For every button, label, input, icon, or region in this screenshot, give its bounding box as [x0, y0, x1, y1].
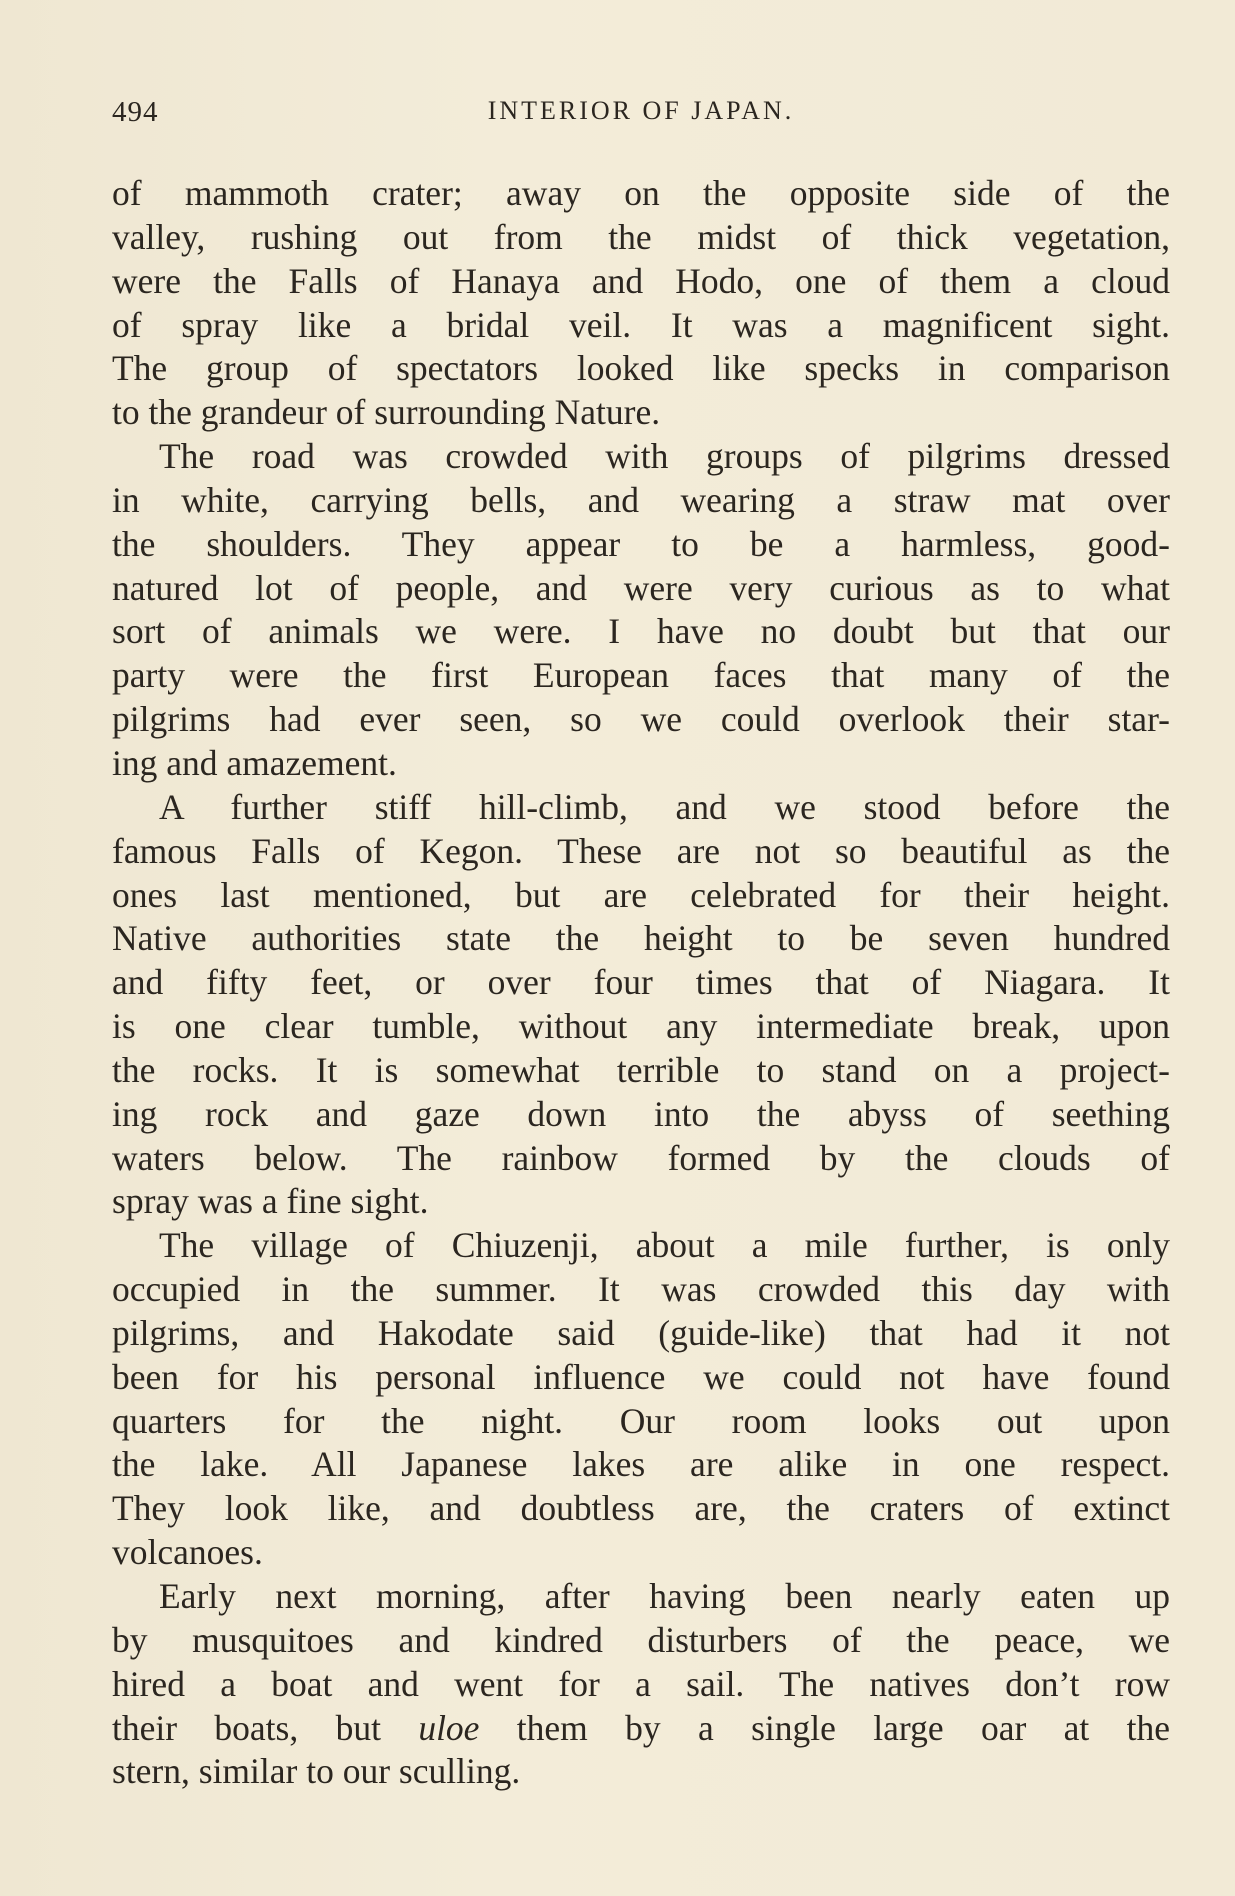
text-line: famous Falls of Kegon. These are not so beautiful as the	[112, 830, 1170, 871]
text-line: Native authorities state the height to be seven hundred	[112, 918, 1170, 959]
text-line: were the Falls of Hanaya and Hodo, one of them a cloud	[112, 260, 1170, 301]
text-line: volcanoes.	[112, 1532, 263, 1573]
text-line: the shoulders. They appear to be a harmless, good-	[112, 523, 1170, 564]
running-title: INTERIOR OF JAPAN.	[487, 96, 795, 125]
text-line: by musquitoes and kindred disturbers of the peace, we	[112, 1619, 1170, 1660]
text-line: They look like, and doubtless are, the craters of extinct	[112, 1488, 1170, 1529]
text-line: Early next morning, after having been nearly eaten up	[159, 1576, 1170, 1616]
text-line: spray was a fine sight.	[112, 1181, 429, 1222]
text-line: and fifty feet, or over four times that of Niagara. It	[112, 962, 1170, 1003]
text-line: pilgrims had ever seen, so we could overlook their star-	[112, 699, 1170, 740]
text-line: natured lot of people, and were very curious as to what	[112, 567, 1170, 608]
text-line: of mammoth crater; away on the opposite side of the	[112, 173, 1170, 213]
text-line: waters below. The rainbow formed by the clouds of	[112, 1137, 1170, 1178]
text-line: occupied in the summer. It was crowded this day with	[112, 1269, 1170, 1310]
italic-word: uloe	[418, 1707, 480, 1748]
text-line: quarters for the night. Our room looks out upon	[112, 1400, 1170, 1441]
text-line: been for his personal influence we could not have found	[112, 1356, 1170, 1397]
text-line: the lake. All Japanese lakes are alike in one respect.	[112, 1444, 1170, 1485]
text-line: ing rock and gaze down into the abyss of seething	[112, 1093, 1170, 1134]
text-line: is one clear tumble, without any intermediate break, upon	[112, 1006, 1170, 1047]
text-line: party were the first European faces that many of the	[112, 655, 1170, 696]
text-line: to the grandeur of surrounding Nature.	[112, 392, 661, 433]
text-line: valley, rushing out from the midst of thick vegetation,	[112, 216, 1170, 257]
text-line: pilgrims, and Hakodate said (guide-like) that had it not	[112, 1312, 1170, 1353]
text-line: ing and amazement.	[112, 742, 397, 783]
text-line: of spray like a bridal veil. It was a magnificent sight.	[112, 304, 1170, 345]
text-line: in white, carrying bells, and wearing a straw mat over	[112, 479, 1170, 520]
text-line: stern, similar to our sculling.	[112, 1751, 521, 1792]
page-header	[112, 96, 1170, 136]
text-line: The village of Chiuzenji, about a mile further, is only	[159, 1225, 1170, 1266]
text-line: sort of animals we were. I have no doubt but that our	[112, 611, 1170, 652]
text-line: A further stiff hill-climb, and we stood before the	[159, 786, 1170, 827]
text-line: The road was crowded with groups of pilgrims dressed	[159, 436, 1170, 477]
text-line: ones last mentioned, but are celebrated for their height.	[112, 874, 1170, 915]
text-line: the rocks. It is somewhat terrible to stand on a project-	[112, 1049, 1170, 1090]
text-line: their boats, but uloe them by a single large oar at the	[112, 1707, 1170, 1748]
page-number: 494	[112, 96, 159, 128]
body-text	[112, 172, 1170, 1794]
text-line: The group of spectators looked like specks in comparison	[112, 348, 1170, 389]
text-line: hired a boat and went for a sail. The natives don’t row	[112, 1663, 1170, 1704]
